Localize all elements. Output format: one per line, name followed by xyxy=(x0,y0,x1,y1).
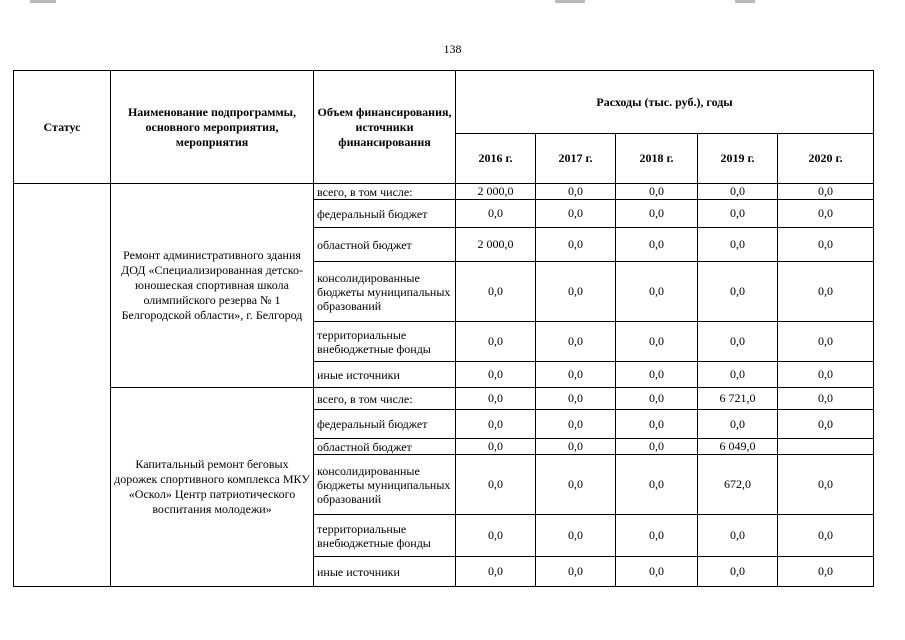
amount-cell: 0,0 xyxy=(536,455,616,515)
funding-source: консолидированные бюджеты муниципальных образований xyxy=(314,455,456,515)
amount-cell: 0,0 xyxy=(456,362,536,388)
amount-cell: 0,0 xyxy=(778,557,874,587)
amount-cell: 0,0 xyxy=(456,557,536,587)
amount-cell: 0,0 xyxy=(778,515,874,557)
amount-cell: 0,0 xyxy=(778,388,874,410)
amount-cell: 0,0 xyxy=(616,439,698,455)
amount-cell: 0,0 xyxy=(536,410,616,439)
amount-cell: 0,0 xyxy=(536,515,616,557)
amount-cell: 0,0 xyxy=(616,388,698,410)
budget-table xyxy=(13,70,874,587)
activity-name: Ремонт административного здания ДОД «Специализированная детско-юношеская спортивная школа олимпийского резерва № 1 Белгородской области», г. Белгород xyxy=(111,184,314,388)
amount-cell: 0,0 xyxy=(536,184,616,200)
funding-source: всего, в том числе: xyxy=(314,184,456,200)
funding-source: федеральный бюджет xyxy=(314,410,456,439)
activity-name: Капитальный ремонт беговых дорожек спортивного комплекса МКУ «Оскол» Центр патриотического воспитания молодежи» xyxy=(111,388,314,587)
page-number: 138 xyxy=(443,42,462,56)
amount-cell: 0,0 xyxy=(778,410,874,439)
amount-cell: 0,0 xyxy=(456,200,536,228)
amount-cell: 0,0 xyxy=(616,455,698,515)
amount-cell: 0,0 xyxy=(698,184,778,200)
amount-cell: 0,0 xyxy=(698,262,778,322)
amount-cell: 0,0 xyxy=(616,362,698,388)
amount-cell xyxy=(778,439,874,455)
amount-cell: 0,0 xyxy=(456,410,536,439)
amount-cell: 0,0 xyxy=(616,262,698,322)
header-year: 2016 г. xyxy=(456,134,536,184)
header-year: 2019 г. xyxy=(698,134,778,184)
amount-cell: 0,0 xyxy=(536,362,616,388)
amount-cell: 0,0 xyxy=(698,515,778,557)
amount-cell: 0,0 xyxy=(616,515,698,557)
amount-cell: 6 721,0 xyxy=(698,388,778,410)
funding-source: иные источники xyxy=(314,362,456,388)
amount-cell: 0,0 xyxy=(456,322,536,362)
amount-cell: 672,0 xyxy=(698,455,778,515)
amount-cell: 0,0 xyxy=(536,439,616,455)
amount-cell: 0,0 xyxy=(536,322,616,362)
scan-artifact xyxy=(30,0,56,3)
funding-source: иные источники xyxy=(314,557,456,587)
funding-source: всего, в том числе: xyxy=(314,388,456,410)
amount-cell: 0,0 xyxy=(778,322,874,362)
funding-source: консолидированные бюджеты муниципальных образований xyxy=(314,262,456,322)
header-name: Наименование подпрограммы, основного мероприятия, мероприятия xyxy=(111,71,314,184)
amount-cell: 0,0 xyxy=(778,262,874,322)
amount-cell: 0,0 xyxy=(536,228,616,262)
amount-cell: 0,0 xyxy=(778,362,874,388)
amount-cell: 0,0 xyxy=(536,557,616,587)
amount-cell: 0,0 xyxy=(536,200,616,228)
amount-cell: 0,0 xyxy=(536,388,616,410)
amount-cell: 2 000,0 xyxy=(456,228,536,262)
scan-artifact xyxy=(735,0,755,3)
amount-cell: 0,0 xyxy=(616,228,698,262)
amount-cell: 0,0 xyxy=(698,362,778,388)
funding-source: территориальные внебюджетные фонды xyxy=(314,322,456,362)
amount-cell: 0,0 xyxy=(778,200,874,228)
table-row xyxy=(14,388,874,410)
amount-cell: 0,0 xyxy=(698,410,778,439)
amount-cell: 0,0 xyxy=(456,262,536,322)
amount-cell: 0,0 xyxy=(616,200,698,228)
scan-artifact xyxy=(555,0,585,3)
amount-cell: 6 049,0 xyxy=(698,439,778,455)
amount-cell: 2 000,0 xyxy=(456,184,536,200)
amount-cell: 0,0 xyxy=(456,388,536,410)
header-volume: Объем финансирования, источники финансирования xyxy=(314,71,456,184)
status-cell xyxy=(14,184,111,587)
amount-cell: 0,0 xyxy=(456,515,536,557)
amount-cell: 0,0 xyxy=(778,184,874,200)
amount-cell: 0,0 xyxy=(698,322,778,362)
header-year: 2020 г. xyxy=(778,134,874,184)
funding-source: областной бюджет xyxy=(314,228,456,262)
funding-source: областной бюджет xyxy=(314,439,456,455)
amount-cell: 0,0 xyxy=(456,455,536,515)
header-year: 2017 г. xyxy=(536,134,616,184)
amount-cell: 0,0 xyxy=(698,228,778,262)
header-year: 2018 г. xyxy=(616,134,698,184)
amount-cell: 0,0 xyxy=(616,410,698,439)
funding-source: территориальные внебюджетные фонды xyxy=(314,515,456,557)
amount-cell: 0,0 xyxy=(616,184,698,200)
header-status: Статус xyxy=(14,71,111,184)
funding-source: федеральный бюджет xyxy=(314,200,456,228)
amount-cell: 0,0 xyxy=(616,557,698,587)
amount-cell: 0,0 xyxy=(778,455,874,515)
header-expenses: Расходы (тыс. руб.), годы xyxy=(456,71,874,134)
amount-cell: 0,0 xyxy=(536,262,616,322)
table-row xyxy=(14,184,874,200)
amount-cell: 0,0 xyxy=(778,228,874,262)
amount-cell: 0,0 xyxy=(616,322,698,362)
amount-cell: 0,0 xyxy=(698,200,778,228)
amount-cell: 0,0 xyxy=(698,557,778,587)
amount-cell: 0,0 xyxy=(456,439,536,455)
